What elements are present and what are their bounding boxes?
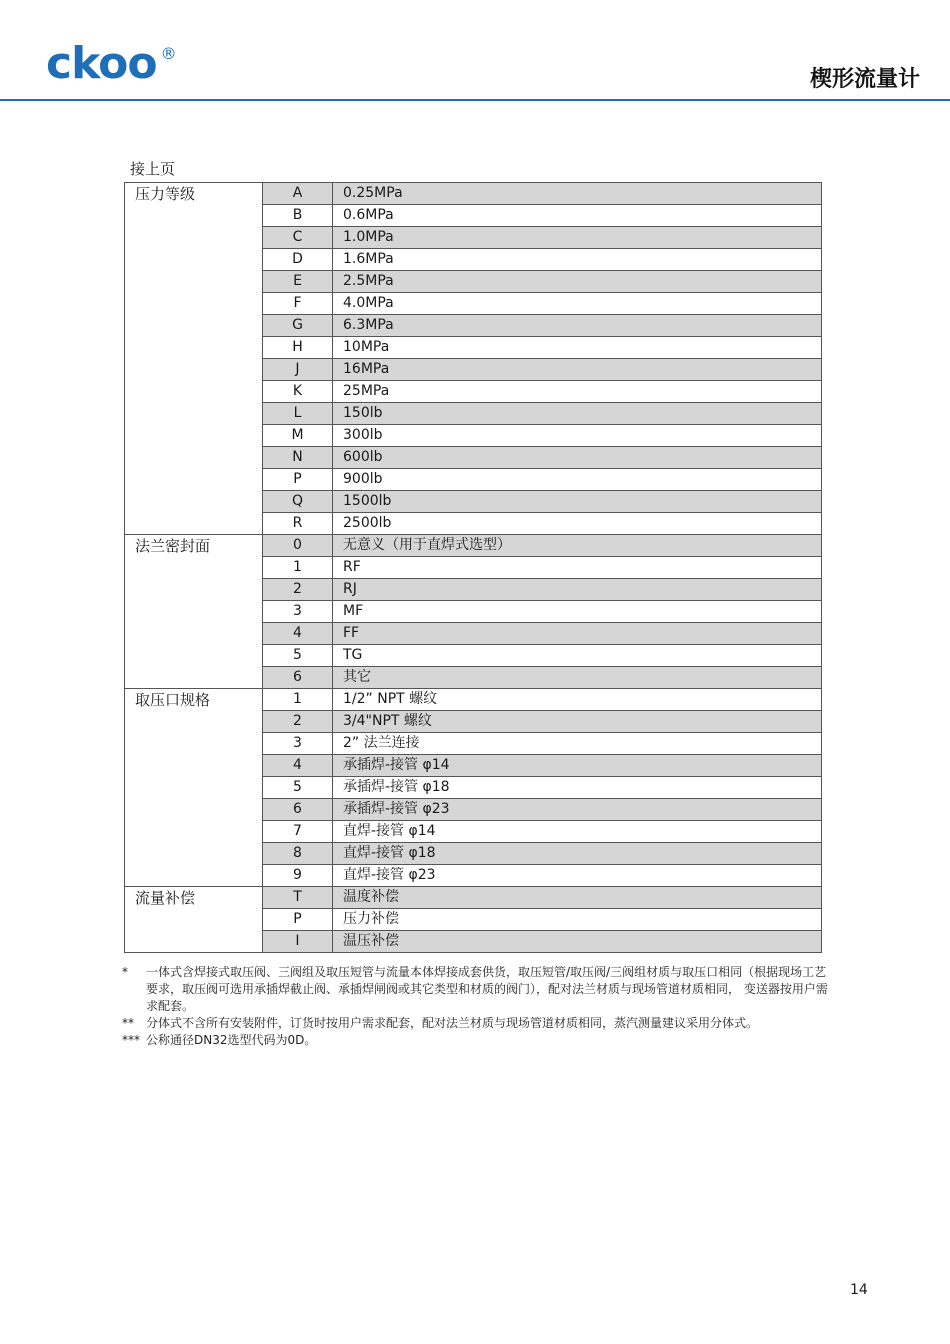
group-label: 流量补偿 xyxy=(125,887,263,953)
option-description: RJ xyxy=(333,579,822,601)
option-description: 0.25MPa xyxy=(333,183,822,205)
option-code: 4 xyxy=(263,755,333,777)
option-description: 压力补偿 xyxy=(333,909,822,931)
option-code: F xyxy=(263,293,333,315)
option-description: 900lb xyxy=(333,469,822,491)
logo-text: ckoo xyxy=(46,38,157,89)
option-description: 1.6MPa xyxy=(333,249,822,271)
footnote xyxy=(122,964,834,1015)
table-row xyxy=(125,887,822,909)
option-code: C xyxy=(263,227,333,249)
option-description: 承插焊-接管 φ14 xyxy=(333,755,822,777)
continued-label: 接上页 xyxy=(130,160,176,178)
option-code: L xyxy=(263,403,333,425)
footnote-text: 公称通径DN32选型代码为0D。 xyxy=(146,1033,317,1047)
option-code: 3 xyxy=(263,733,333,755)
option-code: 2 xyxy=(263,711,333,733)
option-code: D xyxy=(263,249,333,271)
option-description: 1.0MPa xyxy=(333,227,822,249)
footnotes xyxy=(122,964,834,1049)
option-description: 承插焊-接管 φ23 xyxy=(333,799,822,821)
option-code: 1 xyxy=(263,689,333,711)
option-description: FF xyxy=(333,623,822,645)
option-description: 承插焊-接管 φ18 xyxy=(333,777,822,799)
option-code: T xyxy=(263,887,333,909)
footnote-marker: * xyxy=(122,965,128,979)
option-code: 0 xyxy=(263,535,333,557)
option-description: 直焊-接管 φ14 xyxy=(333,821,822,843)
footnote-marker: ** xyxy=(122,1016,134,1030)
footnote-text: 分体式不含所有安装附件，订货时按用户需求配套，配对法兰材质与现场管道材质相同，蒸汽测量建议采用分体式。 xyxy=(146,1016,759,1030)
option-code: 4 xyxy=(263,623,333,645)
option-code: 9 xyxy=(263,865,333,887)
option-code: P xyxy=(263,909,333,931)
option-description: TG xyxy=(333,645,822,667)
option-description: MF xyxy=(333,601,822,623)
group-label: 取压口规格 xyxy=(125,689,263,887)
table-row xyxy=(125,183,822,205)
brand-logo xyxy=(46,38,176,89)
option-code: K xyxy=(263,381,333,403)
option-description: 2.5MPa xyxy=(333,271,822,293)
option-description: 150lb xyxy=(333,403,822,425)
group-label: 压力等级 xyxy=(125,183,263,535)
registered-mark: ® xyxy=(160,44,176,63)
option-code: H xyxy=(263,337,333,359)
option-description: 2” 法兰连接 xyxy=(333,733,822,755)
option-code: 5 xyxy=(263,645,333,667)
option-description: 0.6MPa xyxy=(333,205,822,227)
option-description: 温压补偿 xyxy=(333,931,822,953)
table-row xyxy=(125,535,822,557)
option-description: 1500lb xyxy=(333,491,822,513)
option-code: J xyxy=(263,359,333,381)
option-description: 直焊-接管 φ23 xyxy=(333,865,822,887)
document-title: 楔形流量计 xyxy=(809,67,920,92)
option-code: 5 xyxy=(263,777,333,799)
option-description: 16MPa xyxy=(333,359,822,381)
option-code: N xyxy=(263,447,333,469)
option-code: M xyxy=(263,425,333,447)
option-code: Q xyxy=(263,491,333,513)
option-description: 1/2” NPT 螺纹 xyxy=(333,689,822,711)
option-code: 6 xyxy=(263,667,333,689)
table-row xyxy=(125,689,822,711)
option-description: 无意义（用于直焊式选型） xyxy=(333,535,822,557)
option-code: B xyxy=(263,205,333,227)
option-code: R xyxy=(263,513,333,535)
option-code: I xyxy=(263,931,333,953)
option-description: 4.0MPa xyxy=(333,293,822,315)
option-code: 3 xyxy=(263,601,333,623)
option-code: 1 xyxy=(263,557,333,579)
option-description: 3/4"NPT 螺纹 xyxy=(333,711,822,733)
group-label: 法兰密封面 xyxy=(125,535,263,689)
option-description: 温度补偿 xyxy=(333,887,822,909)
footnote-marker: *** xyxy=(122,1033,140,1047)
option-code: 8 xyxy=(263,843,333,865)
option-code: E xyxy=(263,271,333,293)
option-description: 直焊-接管 φ18 xyxy=(333,843,822,865)
option-description: 600lb xyxy=(333,447,822,469)
option-description: 2500lb xyxy=(333,513,822,535)
spec-table xyxy=(124,182,822,953)
option-description: 300lb xyxy=(333,425,822,447)
option-description: 10MPa xyxy=(333,337,822,359)
footnote-text: 一体式含焊接式取压阀、三阀组及取压短管与流量本体焊接成套供货，取压短管/取压阀/三阀组材质与取压口相同（根据现场工艺要求，取压阀可选用承插焊截止阀、承插焊闸阀或其它类型和材质的阀门），配对法兰材质与现场管道材质相同， 变送器按用户需求配套。 xyxy=(146,965,828,1013)
option-code: G xyxy=(263,315,333,337)
option-description: 25MPa xyxy=(333,381,822,403)
footnote xyxy=(122,1032,834,1049)
header-rule xyxy=(0,99,950,101)
page-number: 14 xyxy=(850,1282,868,1298)
footnote xyxy=(122,1015,834,1032)
option-code: 2 xyxy=(263,579,333,601)
option-code: 7 xyxy=(263,821,333,843)
option-description: 其它 xyxy=(333,667,822,689)
option-description: RF xyxy=(333,557,822,579)
option-code: P xyxy=(263,469,333,491)
option-description: 6.3MPa xyxy=(333,315,822,337)
option-code: 6 xyxy=(263,799,333,821)
option-code: A xyxy=(263,183,333,205)
